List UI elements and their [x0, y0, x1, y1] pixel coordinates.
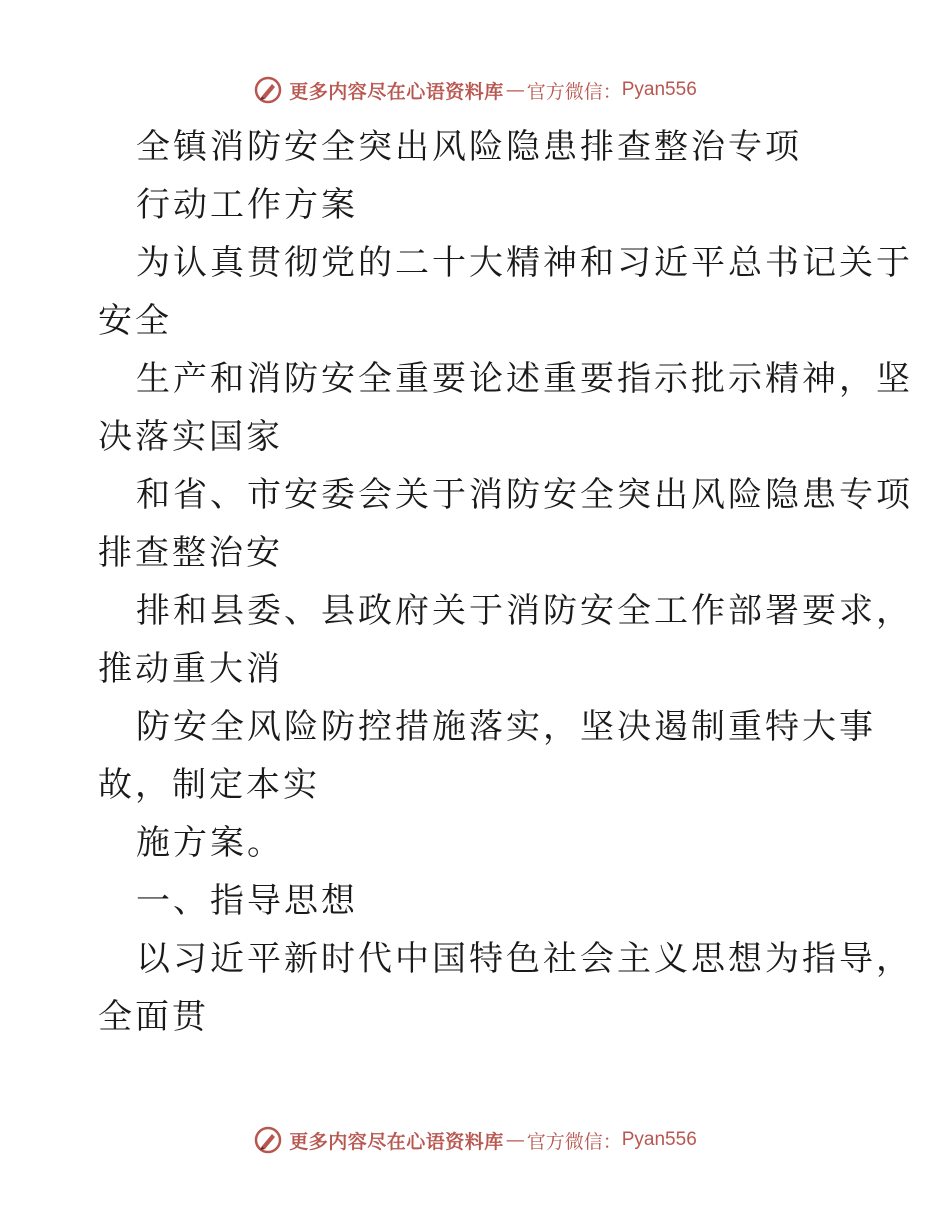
paragraph-line: 生产和消防安全重要论述重要指示批示精神，坚: [136, 359, 913, 399]
paragraph-line: 故，制定本实: [98, 765, 320, 805]
paragraph-line: 决落实国家: [98, 417, 283, 457]
paragraph-line: 为认真贯彻党的二十大精神和习近平总书记关于: [136, 243, 913, 283]
paragraph-line: 推动重大消: [98, 649, 283, 689]
footer-watermark: [0, 1120, 950, 1160]
pen-logo-icon: [253, 75, 283, 105]
title-line-1: 全镇消防安全突出风险隐患排查整治专项: [136, 127, 802, 167]
paragraph-line: 全面贯: [98, 997, 209, 1037]
section-heading: 一、指导思想: [136, 881, 358, 921]
paragraph-line: 防安全风险防控措施落实，坚决遏制重特大事: [136, 707, 876, 747]
watermark-wechat-id: Pyan556: [621, 79, 697, 100]
pen-logo-icon: [253, 1125, 283, 1155]
title-line-2: 行动工作方案: [136, 185, 358, 225]
watermark-wechat-label: 官方微信：: [526, 1130, 622, 1153]
paragraph-line: 施方案。: [136, 823, 284, 863]
header-watermark: [0, 70, 950, 110]
watermark-wechat-label: 官方微信：: [526, 80, 622, 103]
watermark-main-text: 更多内容尽在心语资料库: [289, 1130, 504, 1153]
watermark-separator: —: [505, 1129, 525, 1151]
document-body: [98, 118, 913, 1046]
paragraph-line: 以习近平新时代中国特色社会主义思想为指导，: [136, 939, 913, 979]
paragraph-line: 排查整治安: [98, 533, 283, 573]
watermark-separator: —: [505, 79, 525, 101]
paragraph-line: 和省、市安委会关于消防安全突出风险隐患专项: [136, 475, 913, 515]
watermark-wechat-id: Pyan556: [621, 1129, 697, 1150]
paragraph-line: 安全: [98, 301, 172, 341]
watermark-main-text: 更多内容尽在心语资料库: [289, 80, 504, 103]
paragraph-line: 排和县委、县政府关于消防安全工作部署要求，: [136, 591, 913, 631]
